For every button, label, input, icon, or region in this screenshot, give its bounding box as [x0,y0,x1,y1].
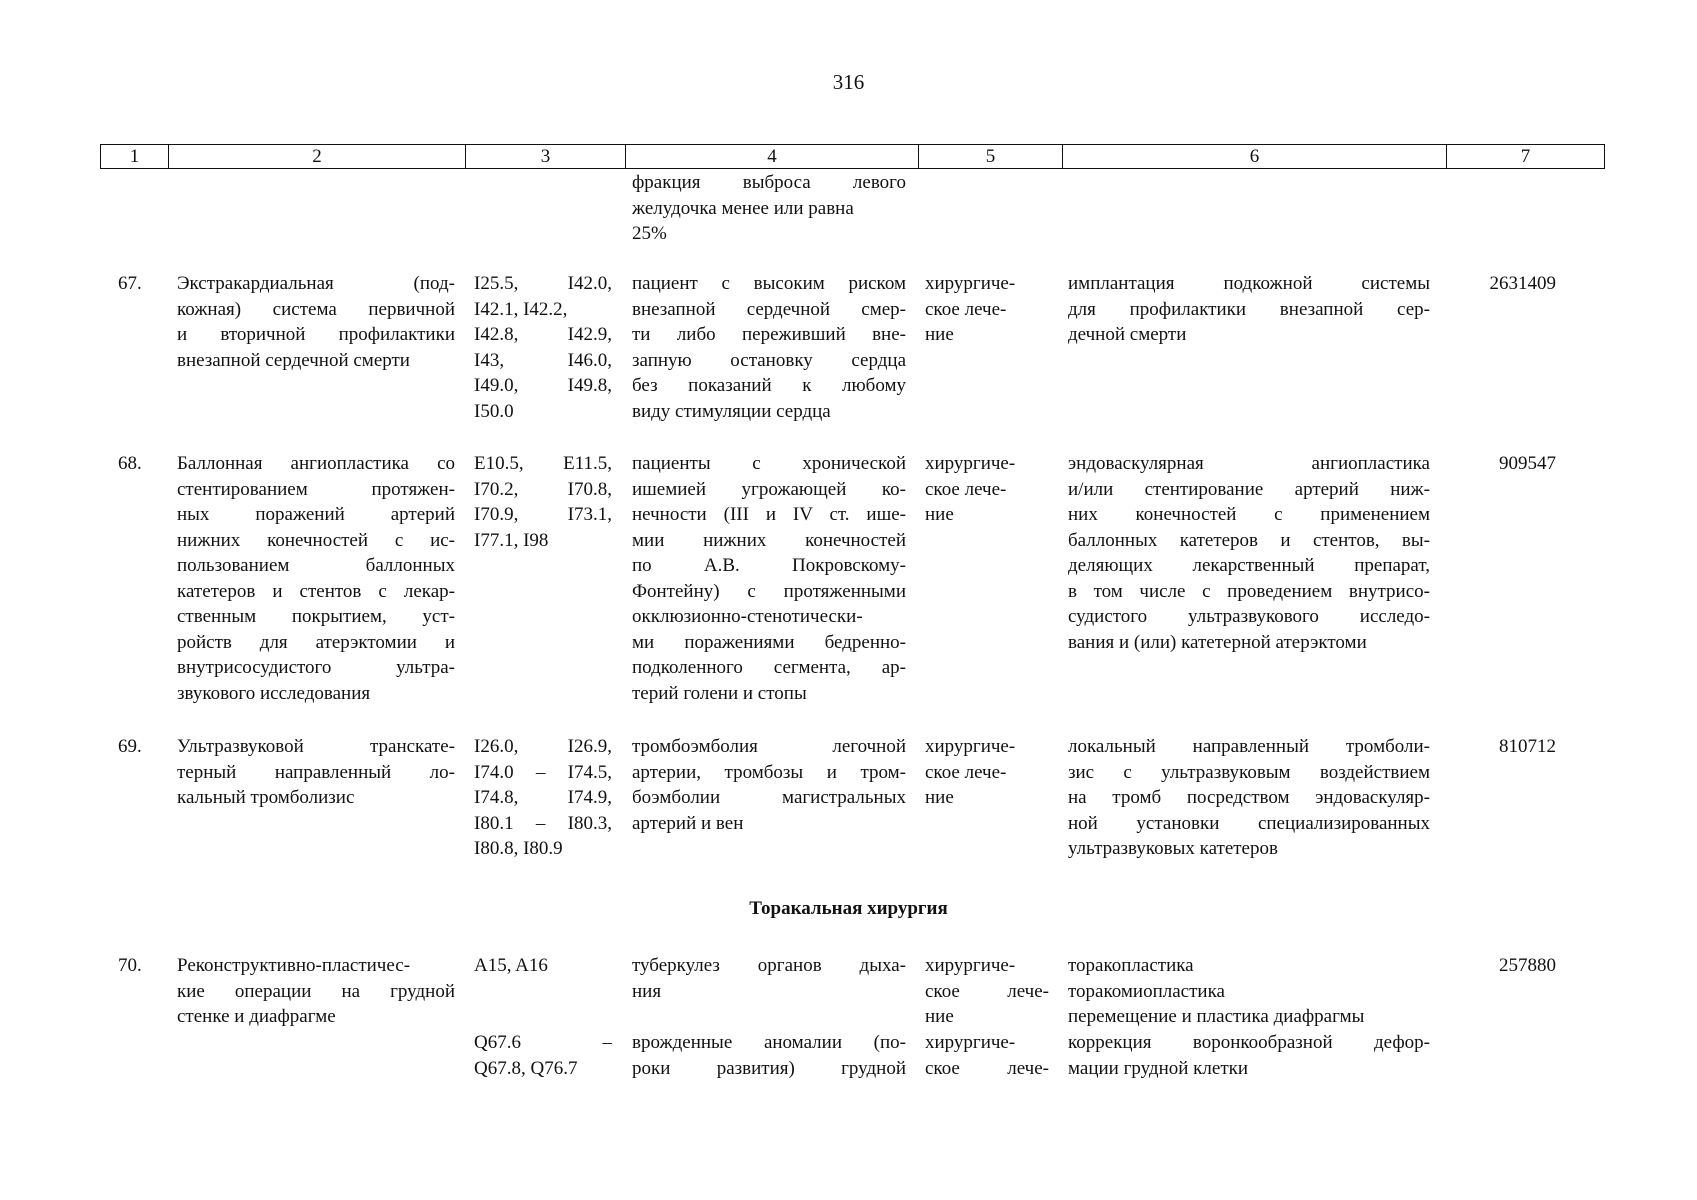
text-line: пользованием баллонных [177,555,455,576]
text-line: ское лече- [925,980,1049,1002]
treatment-type-cell [925,953,1049,1030]
text-line: I80.1 – I80.3, [474,812,612,834]
text-line: Экстракардиальная (под- [177,273,455,294]
continuation-model-cell [632,170,906,247]
text-line: Ультразвуковой транскате- [177,736,455,757]
icd-codes-cell [474,1030,612,1081]
text-line: тромбоэмболия легочной [632,736,906,757]
text-line: хирургиче- [925,273,1016,294]
text-line: торакопластика [1068,955,1194,976]
patient-model-cell [632,1030,906,1081]
text-line: катетеров и стентов с лекар- [177,580,455,602]
text-line: без показаний к любому [632,375,906,396]
text-line: Фонтейну) с протяженными [632,580,906,602]
text-line: звукового исследования [177,682,371,704]
text-line: I74.0 – I74.5, [474,761,612,783]
text-line: ми поражениями бедренно- [632,631,906,653]
text-line: судистого ультразвукового исследо- [1068,606,1430,627]
text-line: деляющих лекарственный препарат, [1068,555,1430,576]
text-line: 25% [632,223,667,244]
text-line: ройств для атерэктомии и [177,631,455,653]
text-line: боэмболии магистральных [632,787,906,808]
text-line: и/или стентирование артерий ниж- [1068,478,1430,500]
icd-codes-cell [474,734,612,862]
text-line: вания и (или) катетерной атерэктоми [1068,631,1367,653]
icd-codes-cell [474,451,612,553]
text-line: внезапной сердечной смерти [177,349,410,371]
procedure-name-cell [177,734,455,811]
row-number: 69. [118,736,142,757]
text-line: имплантация подкожной системы [1068,273,1430,294]
text-line: туберкулез органов дыха- [632,955,906,976]
text-line: Q67.6 – [474,1032,612,1053]
column-header-5: 5 [919,145,1063,169]
text-line: I49.0, I49.8, [474,375,612,396]
column-header-2: 2 [169,145,466,169]
text-line: запную остановку сердца [632,349,906,371]
text-line: I42.8, I42.9, [474,324,612,345]
cost-cell: 257880 [1499,955,1556,976]
text-line: внутрисосудистого ультра- [177,657,455,678]
text-line: для профилактики внезапной сер- [1068,298,1430,320]
text-line: пациенты с хронической [632,453,906,474]
text-line: перемещение и пластика диафрагмы [1068,1006,1365,1027]
row-number: 68. [118,453,142,474]
text-line: ское лече- [925,1057,1049,1079]
procedure-name-cell [177,271,455,373]
text-line: пациент с высоким риском [632,273,906,294]
text-line: I25.5, I42.0, [474,273,612,294]
treatment-method-cell [1068,953,1430,1030]
text-line: ние [925,787,954,808]
text-line: ское лече- [925,478,1007,500]
text-line: ское лече- [925,298,1007,320]
treatment-method-cell [1068,271,1430,348]
text-line: баллонных катетеров и стентов, вы- [1068,529,1430,551]
text-line: врожденные аномалии (по- [632,1032,906,1053]
text-line: I77.1, I98 [474,529,549,551]
text-line: нижних конечностей с ис- [177,529,455,551]
text-line: эндоваскулярная ангиопластика [1068,453,1430,474]
text-line: I74.8, I74.9, [474,787,612,808]
text-line: желудочка менее или равна [632,197,854,219]
text-line: дечной смерти [1068,324,1187,345]
text-line: I70.2, I70.8, [474,478,612,500]
treatment-type-cell [925,1030,1049,1081]
text-line: хирургиче- [925,453,1016,474]
text-line: I26.0, I26.9, [474,736,612,757]
text-line: Баллонная ангиопластика со [177,453,455,474]
text-line: ние [925,324,954,345]
text-line: кожная) система первичной [177,298,455,320]
cost-cell: 810712 [1499,736,1556,757]
text-line: на тромб посредством эндоваскуляр- [1068,787,1430,808]
text-line: ной установки специализированных [1068,812,1430,834]
text-line: Q67.8, Q76.7 [474,1057,578,1079]
text-line: кие операции на грудной [177,980,455,1002]
treatment-type-cell [925,734,1049,811]
cost-cell: 909547 [1499,453,1556,474]
text-line: фракция выброса левого [632,172,906,193]
treatment-method-cell [1068,734,1430,862]
text-line: ишемией угрожающей ко- [632,478,906,500]
text-line: ние [925,1006,954,1027]
text-line: и вторичной профилактики [177,324,455,345]
text-line: подколенного сегмента, ар- [632,657,906,678]
patient-model-cell [632,953,906,1004]
procedure-name-cell [177,451,455,706]
text-line: зис с ультразвуковым воздействием [1068,761,1430,783]
text-line: коррекция воронкообразной дефор- [1068,1032,1430,1053]
text-line: мии нижних конечностей [632,529,906,551]
text-line: ния [632,980,662,1002]
text-line: роки развития) грудной [632,1057,906,1079]
text-line: I70.9, I73.1, [474,504,612,525]
column-header-row [101,145,1605,169]
text-line: E10.5, E11.5, [474,453,612,474]
text-line: терий голени и стопы [632,682,807,704]
text-line: стентированием протяжен- [177,478,455,500]
icd-codes-cell [474,271,612,424]
text-line: артерий и вен [632,812,744,834]
treatment-type-cell [925,451,1049,528]
treatment-method-cell [1068,1030,1430,1081]
column-header-4: 4 [626,145,919,169]
text-line: ультразвуковых катетеров [1068,838,1278,859]
section-title: Торакальная хирургия [749,898,948,919]
text-line: них конечностей с применением [1068,504,1430,525]
text-line: кальный тромболизис [177,787,355,808]
text-line: окклюзионно-стенотически- [632,606,863,627]
text-line: артерии, тромбозы и тром- [632,761,906,783]
text-line: хирургиче- [925,1032,1016,1053]
column-header-table [100,144,1605,169]
text-line: по А.В. Покровскому- [632,555,906,576]
text-line: ние [925,504,954,525]
text-line: I42.1, I42.2, [474,298,568,320]
row-number: 67. [118,273,142,294]
text-line: хирургиче- [925,736,1016,757]
treatment-method-cell [1068,451,1430,655]
text-line: виду стимуляции сердца [632,400,831,422]
patient-model-cell [632,734,906,836]
patient-model-cell [632,271,906,424]
column-header-7: 7 [1447,145,1605,169]
text-line: стенке и диафрагме [177,1006,336,1027]
text-line: нечности (III и IV ст. ише- [632,504,906,525]
text-line: терный направленный ло- [177,761,455,783]
column-header-3: 3 [466,145,626,169]
text-line: A15, A16 [474,955,548,976]
text-line: ственным покрытием, уст- [177,606,455,627]
text-line: I50.0 [474,400,514,422]
column-header-6: 6 [1063,145,1447,169]
text-line: Реконструктивно-пластичес- [177,955,411,976]
text-line: мации грудной клетки [1068,1057,1249,1079]
icd-codes-cell [474,953,612,979]
text-line: I43, I46.0, [474,349,612,371]
procedure-name-cell [177,953,455,1030]
text-line: внезапной сердечной смер- [632,298,906,320]
text-line: хирургиче- [925,955,1016,976]
text-line: в том числе с проведением внутрисо- [1068,580,1430,602]
text-line: торакомиопластика [1068,980,1225,1002]
text-line: ское лече- [925,761,1007,783]
text-line: локальный направленный тромболи- [1068,736,1430,757]
text-line: I80.8, I80.9 [474,838,563,859]
cost-cell: 2631409 [1489,273,1556,294]
row-number: 70. [118,955,142,976]
treatment-type-cell [925,271,1049,348]
text-line: ных поражений артерий [177,504,455,525]
patient-model-cell [632,451,906,706]
page-number: 316 [832,70,865,94]
text-line: ти либо переживший вне- [632,324,906,345]
column-header-1: 1 [101,145,169,169]
